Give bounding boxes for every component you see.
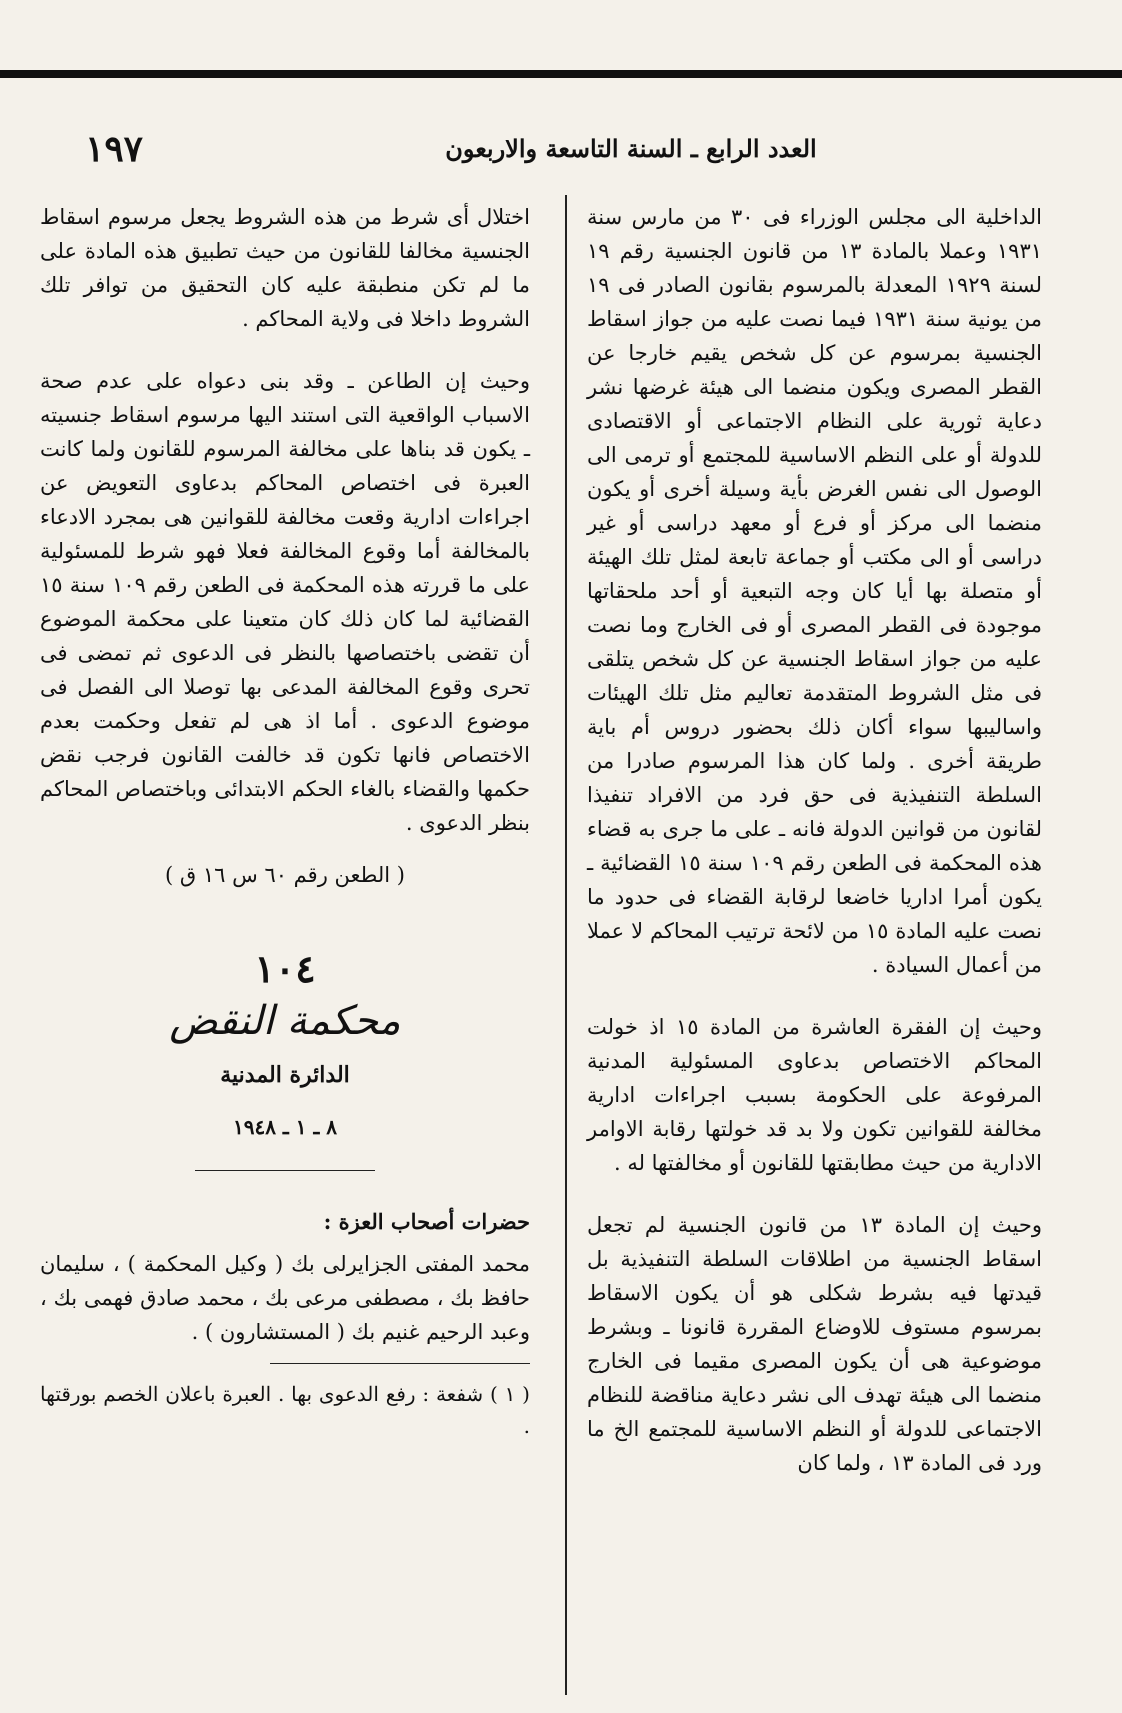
ruling-number: ١٠٤ (254, 946, 316, 991)
paragraph: وحيث إن الفقرة العاشرة من المادة ١٥ اذ خولت المحاكم الاختصاص بدعاوى المسئولية المدنية المرفوعة على الحكومة بسبب اجراءات ادارية مخالفة للقوانين تكون ولا بد قد خولتها رقابة الاوامر الادارية من حيث مطابقتها للقانون أو مخالفتها له . (587, 1015, 1043, 1175)
running-title: العدد الرابع ـ السنة التاسعة والاربعون (445, 134, 817, 163)
paragraph: وحيث إن المادة ١٣ من قانون الجنسية لم تجعل اسقاط الجنسية من اطلاقات السلطة التنفيذية بل قيدتها فيه بشرط شكلى هو أن يكون الاسقاط بمرسوم مستوف للاوضاع المقررة قانونا ـ وبشرط موضوعية هى أن يكون المصرى مقيما فى الخارج منضما الى هيئة تهدف الى نشر دعاية مناقضة للنظام الاجتماعى للدولة أو النظم الاساسية للمجتمع الخ ما ورد فى المادة ١٣ ، ولما كان (587, 1213, 1042, 1475)
right-column (587, 200, 1042, 1508)
bench-members: محمد المفتى الجزايرلى بك ( وكيل المحكمة ) ، سليمان حافظ بك ، مصطفى مرعى بك ، محمد صادق فهمى بك ، وعبد الرحيم غنيم بك ( المستشارون ) . (40, 1252, 530, 1344)
bench-heading: حضرات أصحاب العزة : (323, 1209, 530, 1234)
footnote: ( ١ ) شفعة : رفع الدعوى بها . العبرة باعلان الخصم بورقتها . (40, 1382, 530, 1438)
section-rule (195, 1170, 375, 1171)
case-reference: ( الطعن رقم ٦٠ س ١٦ ق ) (165, 863, 405, 887)
page-header (40, 128, 1082, 178)
footnote-rule (270, 1363, 530, 1364)
top-rule (0, 70, 1122, 78)
ruling-date: ٨ ـ ١ ـ ١٩٤٨ (232, 1115, 338, 1139)
circuit-name: الدائرة المدنية (220, 1062, 350, 1088)
court-name: محكمة النقض (169, 998, 401, 1044)
paragraph: وحيث إن الطاعن ـ وقد بنى دعواه على عدم صحة الاسباب الواقعية التى استند اليها مرسوم اسقاط جنسيته ـ يكون قد بناها على مخالفة المرسوم للقانون ولما كانت العبرة فى اختصاص المحاكم بدعاوى التعويض عن اجراءات ادارية وقعت مخالفة للقوانين هى بمجرد الادعاء بالمخالفة أما وقوع المخالفة فعلا فهو شرط للمسئولية على ما قررته هذه المحكمة فى الطعن رقم ١٠٩ سنة ١٥ القضائية لما كان ذلك كان متعينا على محكمة الموضوع أن تقضى باختصاصها بالنظر فى الدعوى ثم تمضى فى تحرى وقوع المخالفة المدعى بها توصلا الى الفصل فى موضوع الدعوى . أما اذ هى لم تفعل وحكمت بعدم الاختصاص فانها تكون قد خالفت القانون فرجب نقض حكمها والقضاء بالغاء الحكم الابتدائى وباختصاص المحاكم بنظر الدعوى . (40, 369, 531, 835)
page-number: ١٩٧ (85, 128, 144, 170)
paragraph: اختلال أى شرط من هذه الشروط يجعل مرسوم اسقاط الجنسية مخالفا للقانون من حيث تطبيق هذه المادة على ما لم تكن منطبقة عليه كان التحقيق من توافر تلك الشروط داخلا فى ولاية المحاكم . (40, 205, 530, 331)
column-divider (565, 195, 567, 1695)
left-column (40, 200, 530, 1442)
paragraph: الداخلية الى مجلس الوزراء فى ٣٠ من مارس سنة ١٩٣١ وعملا بالمادة ١٣ من قانون الجنسية رقم ١٩ لسنة ١٩٢٩ المعدلة بالمرسوم بقانون الصادر فى ١٩ من يونية سنة ١٩٣١ فيما نصت عليه من جواز اسقاط الجنسية بمرسوم عن كل شخص يقيم خارجا عن القطر المصرى ويكون منضما الى هيئة غرضها نشر دعاية ثورية على النظام الاجتماعى أو الاقتصادى للدولة أو على النظم الاساسية للمجتمع أو ترمى الى الوصول الى نفس الغرض بأية وسيلة أخرى أو يكون منضما الى مركز أو فرع أو معهد دراسى أو غير دراسى أو الى مكتب أو جماعة تابعة لمثل تلك الهيئة أو متصلة بها أيا كان وجه التبعية أو أحد ملحقاتها موجودة فى القطر المصرى أو فى الخارج وما نصت عليه من جواز اسقاط الجنسية عن كل شخص يتلقى فى مثل الشروط المتقدمة تعاليم مثل تلك الهيئات واساليبها سواء أكان ذلك بحضور دروس أم باية طريقة أخرى . ولما كان هذا المرسوم صادرا من السلطة التنفيذية فى حق فرد من الافراد تنفيذا لقانون من قوانين الدولة فانه ـ على ما جرى به قضاء هذه المحكمة فى الطعن رقم ١٠٩ سنة ١٥ القضائية ـ يكون أمرا اداريا خاضعا لرقابة القضاء فى حدود ما نصت عليه المادة ١٥ من لائحة ترتيب المحاكم لا عملا من أعمال السيادة . (587, 205, 1043, 977)
